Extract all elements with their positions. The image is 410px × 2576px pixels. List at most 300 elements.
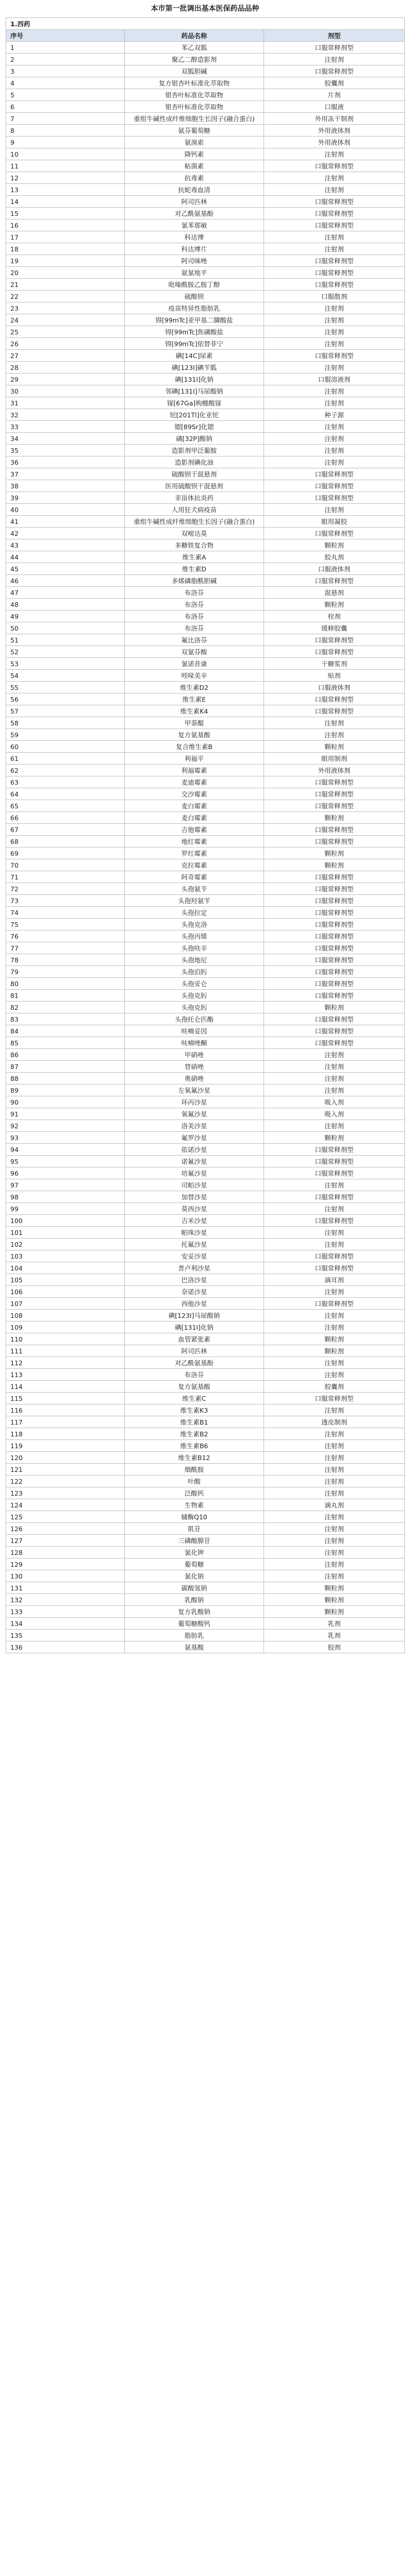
row-number: 86 — [6, 1049, 125, 1061]
drug-name: 头孢克洛 — [125, 919, 264, 930]
drug-name: 氯苯那敏 — [125, 219, 264, 231]
drug-name: 维生素B2 — [125, 1428, 264, 1440]
dosage-form: 口服常释剂型 — [264, 1393, 405, 1404]
table-row — [6, 1558, 405, 1570]
dosage-form: 口服常释剂型 — [264, 824, 405, 836]
drug-name: 依诺沙星 — [125, 1144, 264, 1156]
table-row — [6, 551, 405, 563]
drug-name: 泛酸钙 — [125, 1487, 264, 1499]
table-row — [6, 776, 405, 788]
document — [6, 0, 404, 1653]
row-number: 31 — [6, 397, 125, 409]
dosage-form: 口服常释剂型 — [264, 966, 405, 978]
dosage-form: 颗粒剂 — [264, 741, 405, 753]
table-row — [6, 611, 405, 622]
drug-name: 头孢拉定 — [125, 907, 264, 919]
dosage-form: 注射剂 — [264, 362, 405, 374]
page-title: 本市第一批调出基本医保药品品种 — [151, 5, 259, 13]
table-row — [6, 77, 405, 89]
table-row — [6, 385, 405, 397]
table-row — [6, 1547, 405, 1558]
drug-name: 锝[99mTc]亚甲基二膦酸盐 — [125, 314, 264, 326]
dosage-form: 注射剂 — [264, 421, 405, 433]
dosage-form: 口服常释剂型 — [264, 219, 405, 231]
dosage-form: 胶囊剂 — [264, 77, 405, 89]
row-number: 62 — [6, 765, 125, 776]
drug-name: 生物素 — [125, 1499, 264, 1511]
table-row — [6, 1144, 405, 1156]
row-number: 19 — [6, 255, 125, 267]
row-number: 118 — [6, 1428, 125, 1440]
table-row — [6, 1523, 405, 1535]
row-number: 125 — [6, 1511, 125, 1523]
dosage-form: 口服常释剂型 — [264, 1191, 405, 1203]
drug-name: 莫西沙星 — [125, 1203, 264, 1215]
row-number: 55 — [6, 682, 125, 693]
drug-name: 肌苷 — [125, 1523, 264, 1535]
row-number: 119 — [6, 1440, 125, 1452]
drug-name: 粘菌素 — [125, 160, 264, 172]
dosage-form: 口服液 — [264, 101, 405, 113]
row-number: 76 — [6, 930, 125, 942]
drug-name: 布洛芬 — [125, 622, 264, 634]
table-row — [6, 1286, 405, 1298]
dosage-form: 注射剂 — [264, 54, 405, 65]
row-number: 15 — [6, 208, 125, 219]
table-row — [6, 1570, 405, 1582]
table-row — [6, 634, 405, 646]
table-row — [6, 1262, 405, 1274]
dosage-form: 栓剂 — [264, 611, 405, 622]
table-row — [6, 231, 405, 243]
table-row — [6, 1428, 405, 1440]
dosage-form: 种子源 — [264, 409, 405, 421]
row-number: 6 — [6, 101, 125, 113]
dosage-form: 注射剂 — [264, 1310, 405, 1321]
row-number: 5 — [6, 89, 125, 101]
row-number: 54 — [6, 670, 125, 682]
table-row — [6, 54, 405, 65]
dosage-form: 注射剂 — [264, 231, 405, 243]
dosage-form: 口服常释剂型 — [264, 575, 405, 587]
dosage-form: 口服常释剂型 — [264, 1262, 405, 1274]
row-number: 66 — [6, 812, 125, 824]
drug-name: 复方氨基酸 — [125, 1381, 264, 1393]
table-row — [6, 954, 405, 966]
table-row — [6, 338, 405, 350]
drug-name: 三磷酸腺苷 — [125, 1535, 264, 1547]
row-number: 30 — [6, 385, 125, 397]
table-row — [6, 1179, 405, 1191]
drug-name: 辅酶Q10 — [125, 1511, 264, 1523]
drug-name: 头孢地尼 — [125, 954, 264, 966]
dosage-form: 口服常释剂型 — [264, 528, 405, 539]
table-row — [6, 468, 405, 480]
drug-name: 头孢克肟 — [125, 1002, 264, 1013]
drug-name: 科达博 — [125, 231, 264, 243]
row-number: 47 — [6, 587, 125, 599]
row-number: 74 — [6, 907, 125, 919]
drug-name: 麦迪霉素 — [125, 776, 264, 788]
drug-name: 布洛芬 — [125, 587, 264, 599]
table-row — [6, 1404, 405, 1416]
drug-name: 维生素B12 — [125, 1452, 264, 1464]
row-number: 98 — [6, 1191, 125, 1203]
dosage-form: 口服常释剂型 — [264, 1156, 405, 1167]
table-row — [6, 65, 405, 77]
dosage-form: 颗粒剂 — [264, 848, 405, 859]
table-row — [6, 433, 405, 445]
dosage-form: 注射剂 — [264, 314, 405, 326]
row-number: 96 — [6, 1167, 125, 1179]
table-row — [6, 1096, 405, 1108]
table-row — [6, 1037, 405, 1049]
row-number: 52 — [6, 646, 125, 658]
row-number: 115 — [6, 1393, 125, 1404]
row-number: 46 — [6, 575, 125, 587]
drug-name: 氯化钠 — [125, 1570, 264, 1582]
dosage-form: 注射剂 — [264, 1547, 405, 1558]
table-row — [6, 302, 405, 314]
row-number: 56 — [6, 693, 125, 705]
table-row — [6, 812, 405, 824]
dosage-form: 口服液体剂 — [264, 563, 405, 575]
row-number: 90 — [6, 1096, 125, 1108]
dosage-form: 注射剂 — [264, 1464, 405, 1476]
table-row — [6, 1191, 405, 1203]
table-row — [6, 184, 405, 196]
dosage-form: 颗粒剂 — [264, 539, 405, 551]
table-row — [6, 456, 405, 468]
drug-name: 碘[131I]化钠 — [125, 1321, 264, 1333]
row-number: 121 — [6, 1464, 125, 1476]
drug-name: 脂肪乳 — [125, 1630, 264, 1641]
dosage-form: 口服常释剂型 — [264, 208, 405, 219]
row-number: 112 — [6, 1357, 125, 1369]
drug-name: 维生素A — [125, 551, 264, 563]
drug-name: 造影剂碘化油 — [125, 456, 264, 468]
row-number: 120 — [6, 1452, 125, 1464]
drug-name: 培氟沙星 — [125, 1167, 264, 1179]
table-row — [6, 1452, 405, 1464]
row-number: 89 — [6, 1084, 125, 1096]
drug-name: 吉他霉素 — [125, 824, 264, 836]
drug-table — [6, 18, 405, 1653]
dosage-form: 颗粒剂 — [264, 812, 405, 824]
table-row — [6, 172, 405, 184]
table-row — [6, 1167, 405, 1179]
table-row — [6, 1393, 405, 1404]
dosage-form: 注射剂 — [264, 302, 405, 314]
dosage-form: 口服常释剂型 — [264, 919, 405, 930]
row-number: 27 — [6, 350, 125, 362]
dosage-form: 注射剂 — [264, 1404, 405, 1416]
dosage-form: 注射剂 — [264, 243, 405, 255]
table-row — [6, 800, 405, 812]
section-row — [6, 18, 405, 30]
row-number: 39 — [6, 492, 125, 504]
row-number: 130 — [6, 1570, 125, 1582]
row-number: 128 — [6, 1547, 125, 1558]
dosage-form: 口服常释剂型 — [264, 895, 405, 907]
table-row — [6, 1156, 405, 1167]
drug-name: 锝[99mTc]依替菲宁 — [125, 338, 264, 350]
dosage-form: 吸入剂 — [264, 1096, 405, 1108]
drug-name: 阿奇霉素 — [125, 871, 264, 883]
drug-name: 抗蛇毒血清 — [125, 184, 264, 196]
dosage-form: 注射剂 — [264, 1570, 405, 1582]
row-number: 45 — [6, 563, 125, 575]
drug-name: 多烯磷脂酰胆碱 — [125, 575, 264, 587]
row-number: 127 — [6, 1535, 125, 1547]
row-number: 68 — [6, 836, 125, 848]
dosage-form: 注射剂 — [264, 456, 405, 468]
table-row — [6, 1606, 405, 1618]
table-row — [6, 445, 405, 456]
row-number: 11 — [6, 160, 125, 172]
column-header-no: 序号 — [6, 30, 125, 42]
drug-name: 替硝唑 — [125, 1061, 264, 1073]
row-number: 116 — [6, 1404, 125, 1416]
dosage-form: 注射剂 — [264, 1487, 405, 1499]
row-number: 21 — [6, 279, 125, 291]
drug-name: 银杏叶标准化萃取物 — [125, 89, 264, 101]
section-label: 1.西药 — [6, 18, 405, 30]
row-number: 132 — [6, 1594, 125, 1606]
table-row — [6, 942, 405, 954]
table-row — [6, 1416, 405, 1428]
row-number: 129 — [6, 1558, 125, 1570]
column-header-name: 药品名称 — [125, 30, 264, 42]
dosage-form: 外用液体剂 — [264, 765, 405, 776]
row-number: 12 — [6, 172, 125, 184]
dosage-form: 口服常释剂型 — [264, 492, 405, 504]
row-number: 102 — [6, 1239, 125, 1250]
drug-name: 奈诺沙星 — [125, 1286, 264, 1298]
drug-name: 维生素K3 — [125, 1404, 264, 1416]
drug-name: 银杏叶标准化萃取物 — [125, 101, 264, 113]
row-number: 50 — [6, 622, 125, 634]
drug-name: 聚乙二醇造影剂 — [125, 54, 264, 65]
row-number: 82 — [6, 1002, 125, 1013]
row-number: 106 — [6, 1286, 125, 1298]
row-number: 85 — [6, 1037, 125, 1049]
drug-name: 叶酸 — [125, 1476, 264, 1487]
row-number: 123 — [6, 1487, 125, 1499]
row-number: 114 — [6, 1381, 125, 1393]
row-number: 3 — [6, 65, 125, 77]
table-row — [6, 919, 405, 930]
drug-name: 维生素D — [125, 563, 264, 575]
drug-name: 西他沙星 — [125, 1298, 264, 1310]
table-row — [6, 682, 405, 693]
table-row — [6, 421, 405, 433]
table-row — [6, 409, 405, 421]
row-number: 94 — [6, 1144, 125, 1156]
row-number: 107 — [6, 1298, 125, 1310]
drug-name: 非甾体抗炎药 — [125, 492, 264, 504]
dosage-form: 乳剂 — [264, 1630, 405, 1641]
drug-name: 头孢托仑匹酯 — [125, 1013, 264, 1025]
table-row — [6, 1132, 405, 1144]
table-row — [6, 1108, 405, 1120]
drug-name: 双嘧达莫 — [125, 528, 264, 539]
table-row — [6, 788, 405, 800]
table-row — [6, 729, 405, 741]
row-number: 70 — [6, 859, 125, 871]
dosage-form: 注射剂 — [264, 1286, 405, 1298]
drug-name: 头孢克肟 — [125, 990, 264, 1002]
table-row — [6, 1333, 405, 1345]
dosage-form: 口服常释剂型 — [264, 468, 405, 480]
table-row — [6, 1594, 405, 1606]
row-number: 100 — [6, 1215, 125, 1227]
table-row — [6, 646, 405, 658]
dosage-form: 口服常释剂型 — [264, 1037, 405, 1049]
row-number: 24 — [6, 314, 125, 326]
table-row — [6, 907, 405, 919]
table-row — [6, 528, 405, 539]
dosage-form: 外用冻干制剂 — [264, 113, 405, 125]
row-number: 43 — [6, 539, 125, 551]
drug-name: 克拉霉素 — [125, 859, 264, 871]
dosage-form: 注射剂 — [264, 184, 405, 196]
table-row — [6, 1025, 405, 1037]
row-number: 42 — [6, 528, 125, 539]
drug-name: 锶[89Sr]化锶 — [125, 421, 264, 433]
drug-name: 帕珠沙星 — [125, 1227, 264, 1239]
dosage-form: 口服常释剂型 — [264, 267, 405, 279]
table-row — [6, 255, 405, 267]
drug-name: 氧氟沙星 — [125, 1108, 264, 1120]
dosage-form: 口服常释剂型 — [264, 1144, 405, 1156]
row-number: 26 — [6, 338, 125, 350]
table-row — [6, 1618, 405, 1630]
drug-name: 疫苗特异性脂肪乳 — [125, 302, 264, 314]
dosage-form: 口服常释剂型 — [264, 978, 405, 990]
drug-name: 碳酸氢钠 — [125, 1582, 264, 1594]
drug-name: 镓[67Ga]枸橼酸镓 — [125, 397, 264, 409]
drug-name: 维生素D2 — [125, 682, 264, 693]
dosage-form: 注射剂 — [264, 397, 405, 409]
table-row — [6, 101, 405, 113]
table-row — [6, 895, 405, 907]
dosage-form: 口服常释剂型 — [264, 42, 405, 54]
row-number: 4 — [6, 77, 125, 89]
row-number: 51 — [6, 634, 125, 646]
table-row — [6, 622, 405, 634]
drug-name: 硫酸钡 — [125, 291, 264, 302]
table-row — [6, 1073, 405, 1084]
dosage-form: 缓释胶囊 — [264, 622, 405, 634]
drug-name: 头孢丙烯 — [125, 930, 264, 942]
row-number: 111 — [6, 1345, 125, 1357]
table-row — [6, 208, 405, 219]
dosage-form: 注射剂 — [264, 433, 405, 445]
dosage-form: 口服常释剂型 — [264, 693, 405, 705]
row-number: 110 — [6, 1333, 125, 1345]
table-row — [6, 326, 405, 338]
row-number: 59 — [6, 729, 125, 741]
dosage-form: 口服常释剂型 — [264, 930, 405, 942]
dosage-form: 眼用制剂 — [264, 753, 405, 765]
table-row — [6, 575, 405, 587]
dosage-form: 口服常释剂型 — [264, 1025, 405, 1037]
table-row — [6, 314, 405, 326]
row-number: 122 — [6, 1476, 125, 1487]
dosage-form: 注射剂 — [264, 445, 405, 456]
row-number: 17 — [6, 231, 125, 243]
table-row — [6, 1274, 405, 1286]
row-number: 81 — [6, 990, 125, 1002]
row-number: 136 — [6, 1641, 125, 1653]
drug-name: 葡萄糖 — [125, 1558, 264, 1570]
table-row — [6, 492, 405, 504]
table-row — [6, 587, 405, 599]
table-row — [6, 160, 405, 172]
dosage-form: 口服常释剂型 — [264, 788, 405, 800]
table-row — [6, 1013, 405, 1025]
row-number: 9 — [6, 137, 125, 148]
drug-name: 葡萄糖酸钙 — [125, 1618, 264, 1630]
drug-name: 维生素C — [125, 1393, 264, 1404]
dosage-form: 口服常释剂型 — [264, 954, 405, 966]
dosage-form: 口服常释剂型 — [264, 990, 405, 1002]
drug-name: 吉米沙星 — [125, 1215, 264, 1227]
dosage-form: 口服散剂 — [264, 291, 405, 302]
drug-name: 托氟沙星 — [125, 1239, 264, 1250]
row-number: 84 — [6, 1025, 125, 1037]
row-number: 108 — [6, 1310, 125, 1321]
drug-name: 医用硫酸钡干混悬剂 — [125, 480, 264, 492]
table-row — [6, 1321, 405, 1333]
table-row — [6, 137, 405, 148]
table-row — [6, 219, 405, 231]
row-number: 117 — [6, 1416, 125, 1428]
row-number: 61 — [6, 753, 125, 765]
drug-name: 碘[14C]尿素 — [125, 350, 264, 362]
table-row — [6, 990, 405, 1002]
drug-name: 磷[32P]酸钠 — [125, 433, 264, 445]
table-row — [6, 658, 405, 670]
dosage-form: 口服常释剂型 — [264, 350, 405, 362]
table-row — [6, 930, 405, 942]
row-number: 75 — [6, 919, 125, 930]
drug-name: 诺氟沙星 — [125, 1156, 264, 1167]
drug-name: 阿司匹林 — [125, 196, 264, 208]
table-row — [6, 1511, 405, 1523]
drug-name: 造影剂甲泛葡胺 — [125, 445, 264, 456]
dosage-form: 口服常释剂型 — [264, 279, 405, 291]
table-row — [6, 1535, 405, 1547]
dosage-form: 注射剂 — [264, 1321, 405, 1333]
row-number: 48 — [6, 599, 125, 611]
table-row — [6, 374, 405, 385]
dosage-form: 口服常释剂型 — [264, 883, 405, 895]
row-number: 37 — [6, 468, 125, 480]
drug-name: 人用狂犬病疫苗 — [125, 504, 264, 516]
dosage-form: 胶剂 — [264, 1641, 405, 1653]
dosage-form: 颗粒剂 — [264, 1345, 405, 1357]
table-row — [6, 1215, 405, 1227]
dosage-form: 注射剂 — [264, 1120, 405, 1132]
drug-name: 维生素E — [125, 693, 264, 705]
column-header-form: 剂型 — [264, 30, 405, 42]
drug-name: 巴洛沙星 — [125, 1274, 264, 1286]
dosage-form: 注射剂 — [264, 1369, 405, 1381]
table-row — [6, 1641, 405, 1653]
dosage-form: 口服常释剂型 — [264, 776, 405, 788]
